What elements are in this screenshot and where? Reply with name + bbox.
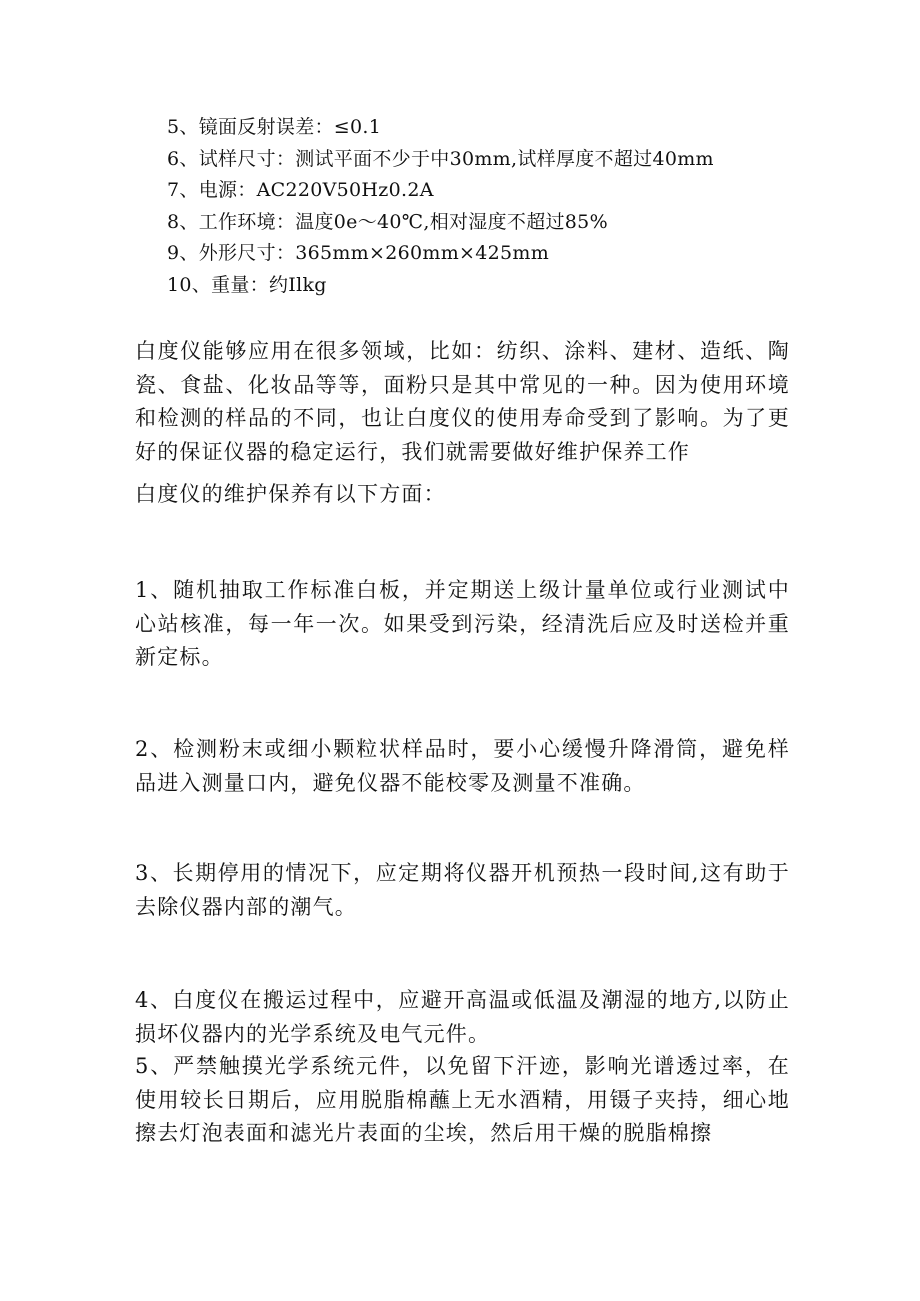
- spec-list: [167, 112, 714, 301]
- maintenance-item: 5、严禁触摸光学系统元件，以免留下汗迹，影响光谱透过率，在使用较长日期后，应用脱脂棉蘸上无水酒精，用镊子夹持，细心地擦去灯泡表面和滤光片表面的尘埃，然后用干燥的脱脂棉擦: [135, 1054, 790, 1145]
- spec-item: 9、外形尺寸：365mm×260mm×425mm: [167, 242, 550, 264]
- maintenance-heading: 白度仪的维护保养有以下方面：: [135, 482, 446, 506]
- maintenance-item: 2、检测粉末或细小颗粒状样品时，要小心缓慢升降滑筒，避免样品进入测量口内，避免仪器不能校零及测量不准确。: [135, 737, 790, 795]
- maintenance-item: 1、随机抽取工作标准白板，并定期送上级计量单位或行业测试中心站核准，每一年一次。如果受到污染，经清洗后应及时送检并重新定标。: [135, 578, 790, 669]
- spec-item: 10、重量：约Ilkg: [167, 273, 327, 296]
- spec-item: 8、工作环境：温度0e～40℃,相对湿度不超过85%: [167, 210, 608, 233]
- intro-paragraph: 白度仪能够应用在很多领域，比如：纺织、涂料、建材、造纸、陶瓷、食盐、化妆品等等，面粉只是其中常见的一种。因为使用环境和检测的样品的不同，也让白度仪的使用寿命受到了影响。为了更好的保证仪器的稳定运行，我们就需要做好维护保养工作: [135, 339, 790, 464]
- spec-item: 6、试样尺寸：测试平面不少于中30mm,试样厚度不超过40mm: [167, 147, 714, 170]
- spec-item: 5、镜面反射误差：≤0.1: [167, 116, 382, 138]
- maintenance-item: 4、白度仪在搬运过程中，应避开高温或低温及潮湿的地方,以防止损坏仪器内的光学系统及电气元件。: [135, 988, 790, 1046]
- spec-item: 7、电源：AC220V50Hz0.2A: [167, 179, 434, 201]
- maintenance-item: 3、长期停用的情况下，应定期将仪器开机预热一段时间,这有助于去除仪器内部的潮气。: [135, 861, 790, 919]
